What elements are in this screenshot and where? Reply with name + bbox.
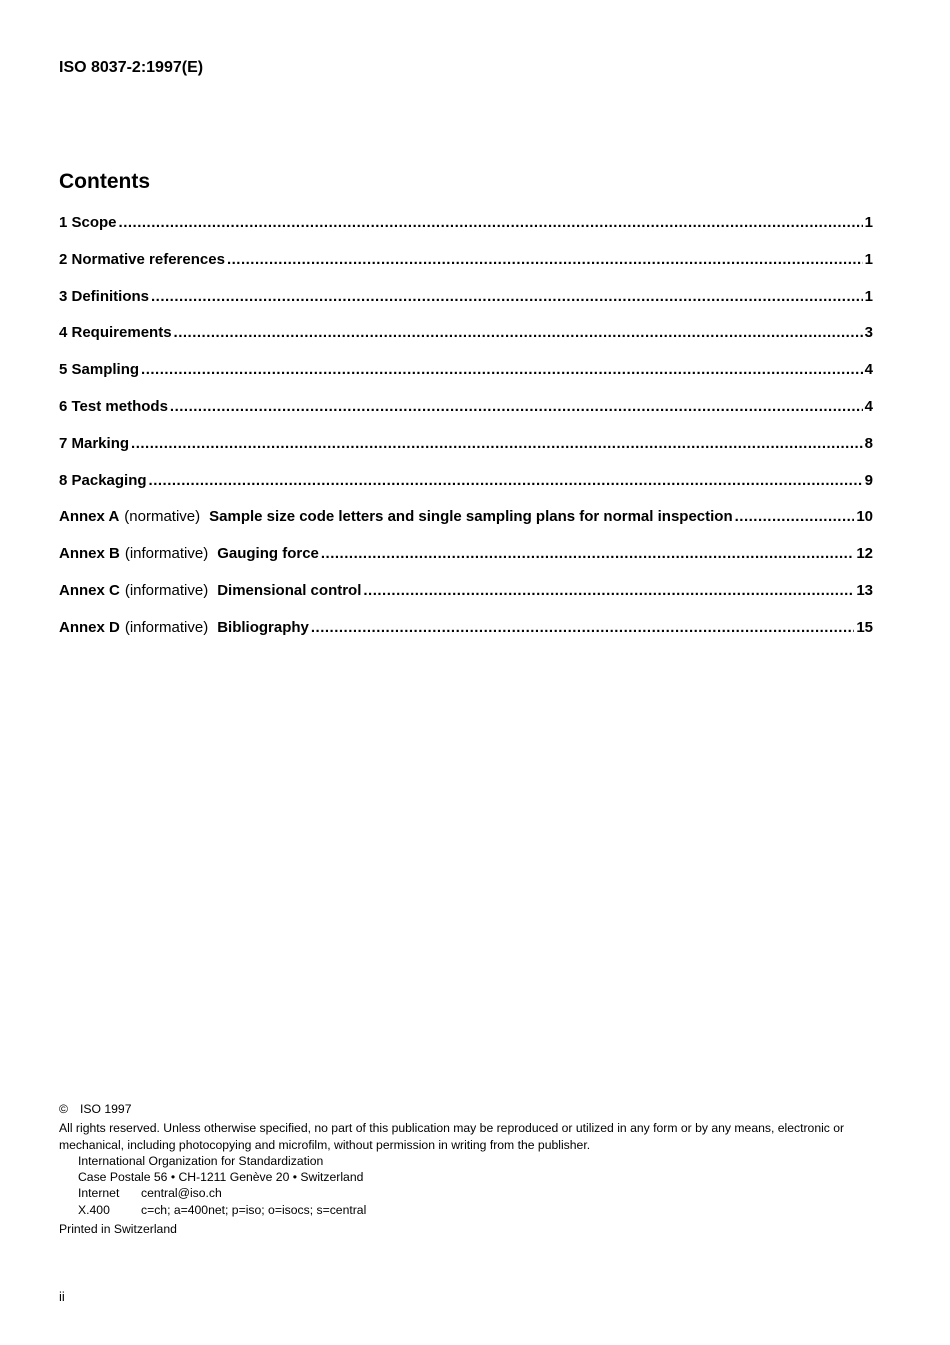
copyright-line	[59, 1101, 879, 1117]
dot-leader	[321, 545, 854, 562]
toc-entry-scope[interactable]	[59, 214, 873, 251]
toc-entry-page: 13	[856, 581, 873, 599]
x400-contact	[59, 1202, 879, 1218]
dot-leader	[174, 324, 863, 341]
organization-address: Case Postale 56 • CH-1211 Genève 20 • Switzerland	[78, 1170, 364, 1185]
annex-label: Annex C	[59, 581, 120, 599]
annex-kind: (informative)	[124, 545, 209, 563]
toc-entry-page: 10	[856, 508, 873, 526]
rights-statement: All rights reserved. Unless otherwise specified, no part of this publication may be reproduced or utilized in any form or by any means, electronic or mechanical, including photocopying and microfilm, without permission in writing from the publisher.	[59, 1121, 845, 1152]
toc-entry-title: 6 Test methods	[59, 397, 168, 415]
x400-value: c=ch; a=400net; p=iso; o=isocs; s=central	[141, 1202, 367, 1217]
toc-annex-b[interactable]	[59, 545, 873, 582]
annex-title: Sample size code letters and single sampling plans for normal inspection	[209, 508, 733, 526]
dot-leader	[141, 361, 863, 378]
toc-entry-title: 4 Requirements	[59, 324, 172, 342]
toc-entry-page: 3	[864, 324, 873, 342]
toc-entry-page: 1	[864, 214, 873, 231]
toc-annex-a[interactable]	[59, 508, 873, 545]
internet-value: central@iso.ch	[141, 1186, 222, 1201]
toc-entry-requirements[interactable]	[59, 324, 873, 361]
dot-leader	[735, 508, 855, 525]
dot-leader	[149, 472, 863, 489]
annex-title: Bibliography	[217, 618, 309, 636]
toc-entry-definitions[interactable]	[59, 288, 873, 325]
toc-entry-page: 15	[856, 618, 873, 636]
dot-leader	[119, 214, 863, 231]
organization-name: International Organization for Standardization	[78, 1153, 324, 1168]
toc-annex-c[interactable]	[59, 582, 873, 619]
toc-entry-page: 8	[864, 434, 873, 452]
toc-entry-title: 3 Definitions	[59, 287, 150, 305]
toc-entry-page: 1	[864, 250, 873, 268]
toc-entry-test-methods[interactable]	[59, 398, 873, 435]
annex-kind: (informative)	[124, 618, 209, 636]
annex-kind: (normative)	[124, 508, 201, 526]
document-id: ISO 8037-2:1997(E)	[59, 59, 204, 76]
toc-entry-page: 4	[864, 397, 873, 415]
toc-annex-d[interactable]	[59, 619, 873, 656]
toc-entry-normative-references[interactable]	[59, 251, 873, 288]
internet-label: Internet	[78, 1186, 120, 1201]
toc-entry-title: 7 Marking	[59, 434, 130, 452]
annex-label: Annex B	[59, 545, 120, 563]
annex-label: Annex A	[59, 508, 120, 526]
table-of-contents	[59, 214, 873, 656]
annex-title: Gauging force	[217, 545, 319, 563]
toc-entry-sampling[interactable]	[59, 361, 873, 398]
dot-leader	[151, 288, 863, 305]
page-number: ii	[59, 1289, 65, 1304]
toc-entry-page: 1	[864, 287, 873, 305]
internet-contact	[59, 1185, 879, 1201]
dot-leader	[311, 619, 854, 636]
dot-leader	[170, 398, 863, 415]
toc-entry-title: 2 Normative references	[59, 250, 225, 268]
toc-entry-packaging[interactable]	[59, 472, 873, 509]
toc-entry-title: 8 Packaging	[59, 471, 147, 489]
toc-entry-marking[interactable]	[59, 435, 873, 472]
annex-title: Dimensional control	[217, 581, 362, 599]
dot-leader	[131, 435, 863, 452]
annex-label: Annex D	[59, 618, 120, 636]
annex-kind: (informative)	[124, 581, 209, 599]
contents-heading: Contents	[59, 170, 150, 193]
dot-leader	[227, 251, 863, 268]
toc-entry-title: 5 Sampling	[59, 361, 140, 379]
toc-entry-page: 9	[864, 471, 873, 489]
toc-entry-page: 4	[864, 361, 873, 379]
copyright-text: ISO 1997	[79, 1102, 132, 1116]
x400-label: X.400	[78, 1202, 110, 1217]
copyright-footer	[59, 1101, 879, 1237]
printed-in: Printed in Switzerland	[59, 1222, 177, 1237]
toc-entry-title: 1 Scope	[59, 214, 117, 231]
toc-entry-page: 12	[856, 545, 873, 563]
copyright-icon: ©	[59, 1102, 68, 1116]
dot-leader	[363, 582, 854, 599]
